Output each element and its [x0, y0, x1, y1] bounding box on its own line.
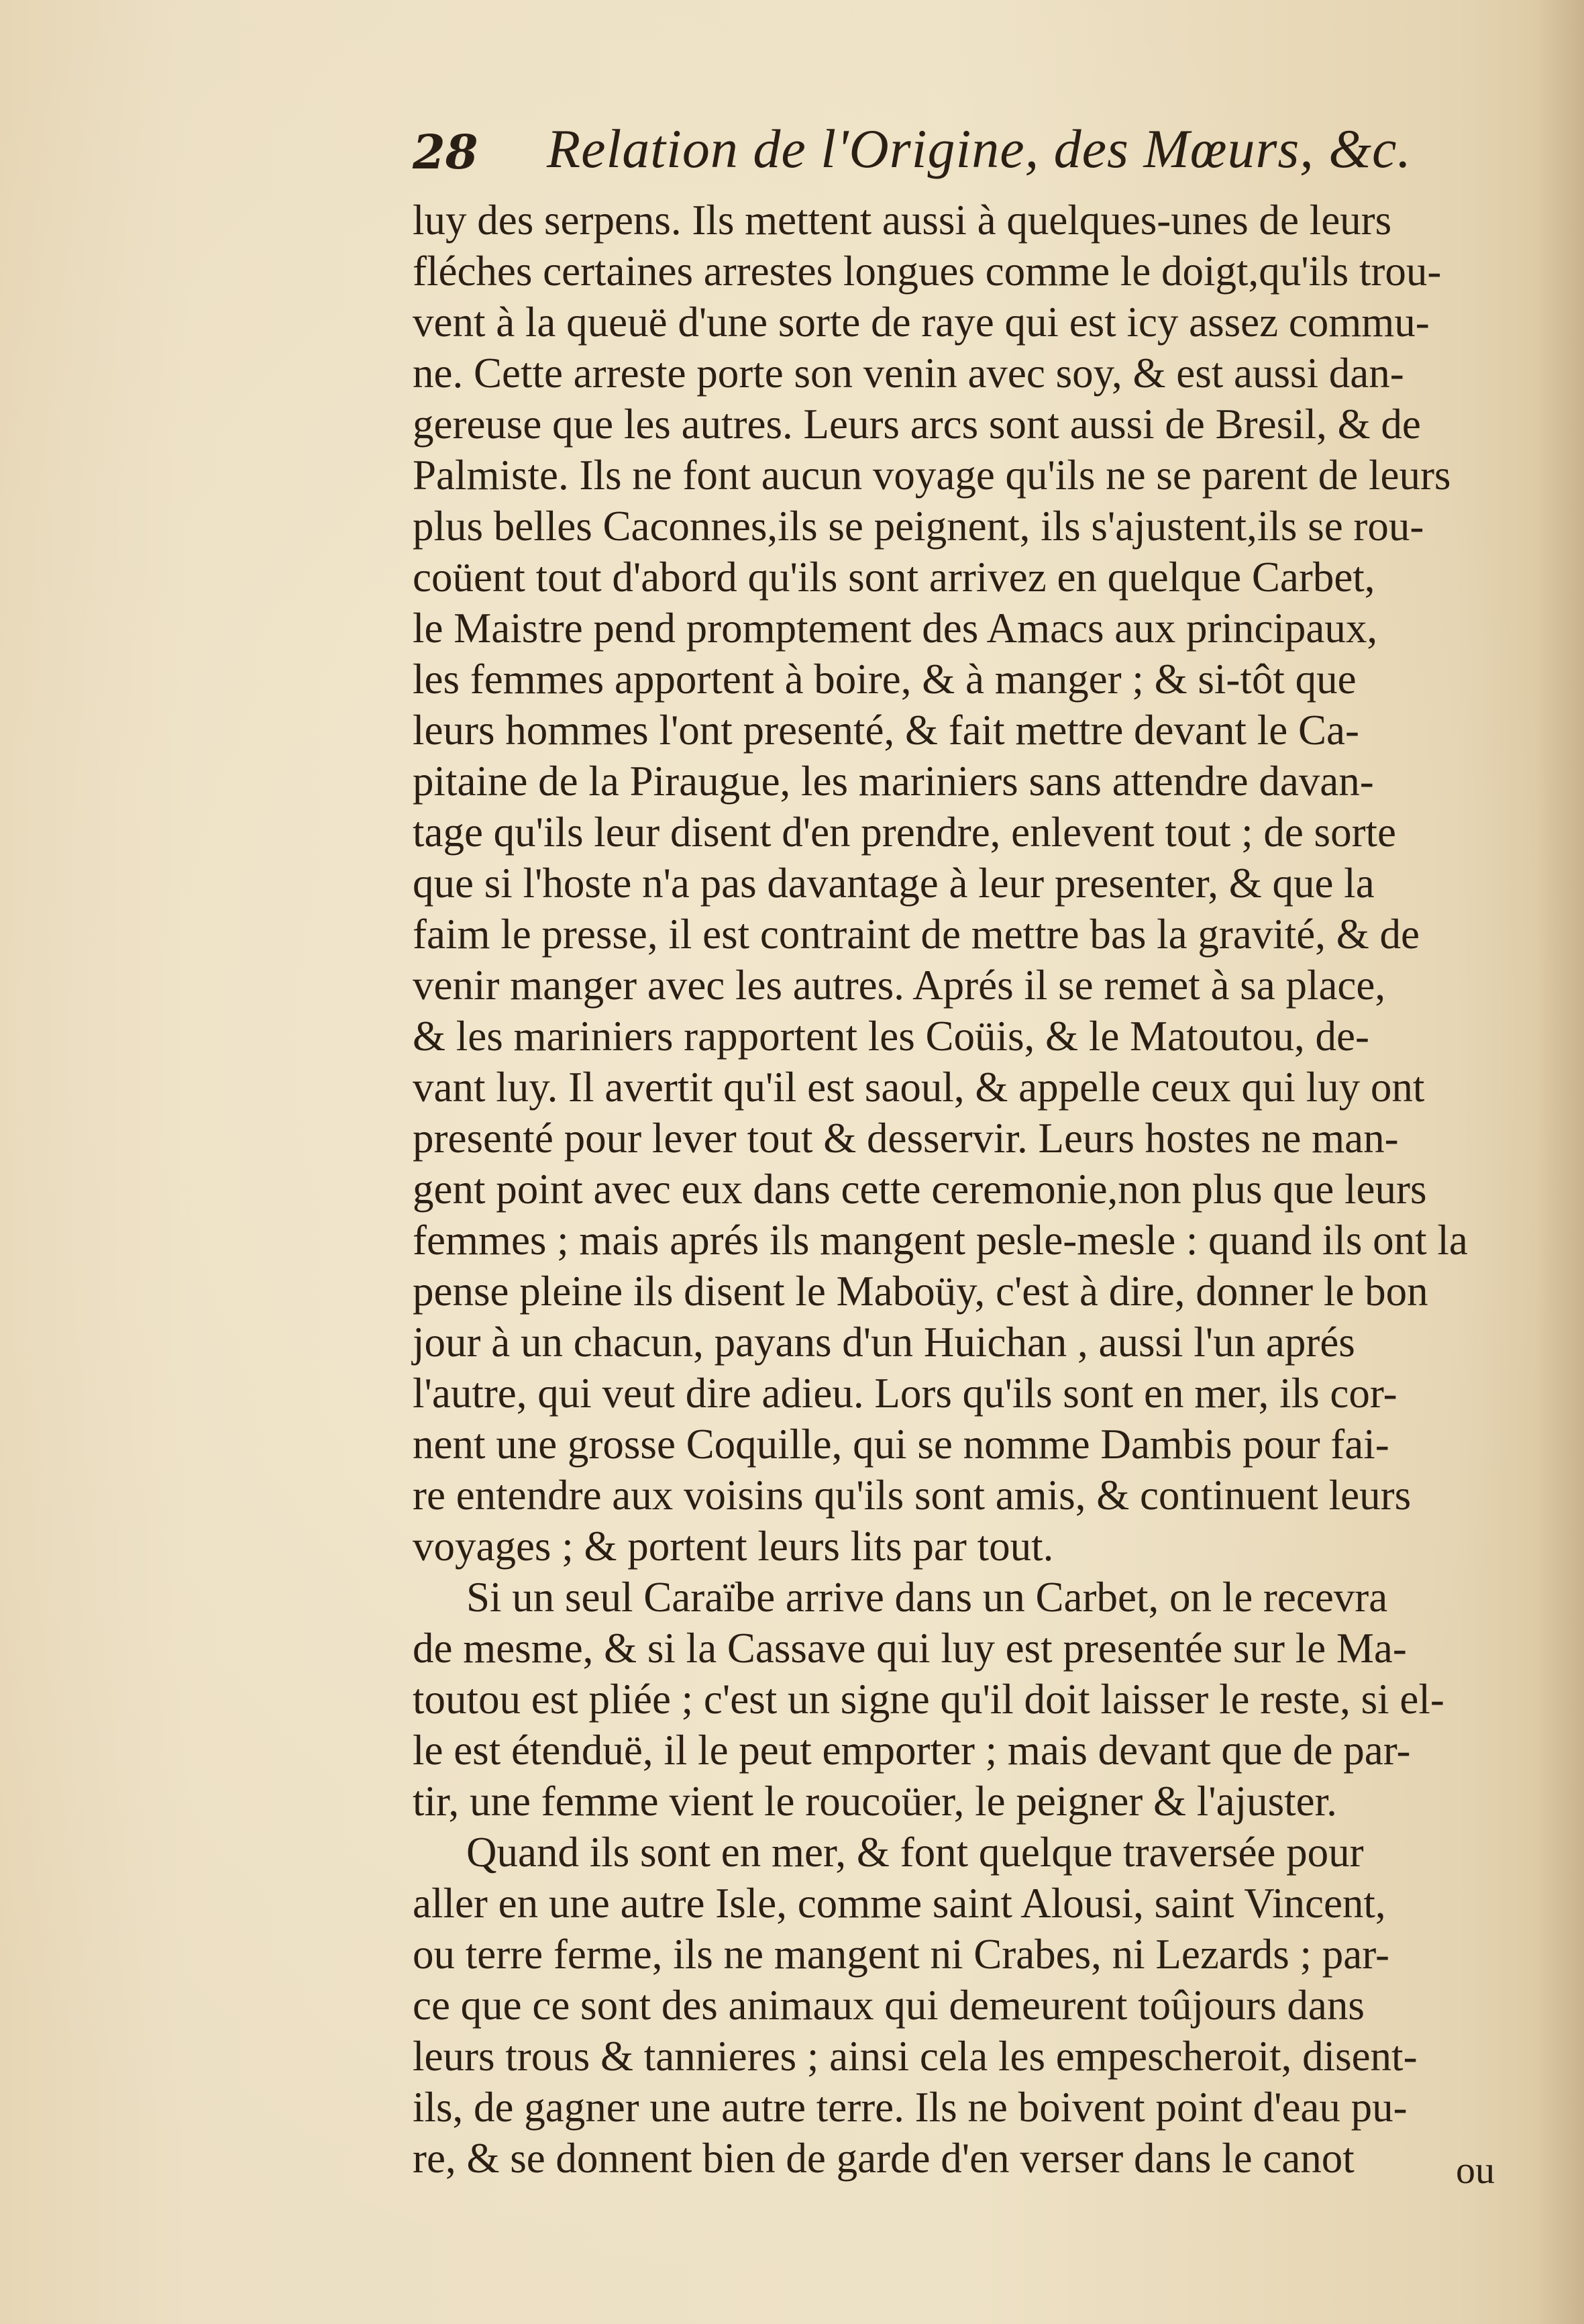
text-line: femmes ; mais aprés ils mangent pesle-mesle : quand ils ont la: [413, 1217, 1468, 1264]
text-line: venir manger avec les autres. Aprés il se remet à sa place,: [413, 962, 1386, 1009]
text-line: l'autre, qui veut dire adieu. Lors qu'ils sont en mer, ils cor-: [413, 1370, 1397, 1417]
text-line: ou terre ferme, ils ne mangent ni Crabes, ni Lezards ; par-: [413, 1931, 1389, 1978]
text-line: faim le presse, il est contraint de mettre bas la gravité, & de: [413, 911, 1420, 958]
text-line: fléches certaines arrestes longues comme le doigt,qu'ils trou-: [413, 248, 1442, 295]
page-edge-shadow: [1537, 0, 1584, 2324]
text-line: ils, de gagner une autre terre. Ils ne boivent point d'eau pu-: [413, 2084, 1408, 2131]
text-line: pense pleine ils disent le Maboüy, c'est à dire, donner le bon: [413, 1268, 1428, 1315]
text-line: de mesme, & si la Cassave qui luy est presentée sur le Ma-: [413, 1625, 1407, 1672]
text-line: les femmes apportent à boire, & à manger ; & si-tôt que: [413, 656, 1357, 703]
text-line: gereuse que les autres. Leurs arcs sont aussi de Bresil, & de: [413, 401, 1421, 448]
paragraph-start-line: Quand ils sont en mer, & font quelque traversée pour: [466, 1829, 1364, 1876]
text-line: plus belles Caconnes,ils se peignent, ils s'ajustent,ils se rou-: [413, 503, 1424, 550]
text-line: coüent tout d'abord qu'ils sont arrivez en quelque Carbet,: [413, 554, 1375, 601]
text-line: pitaine de la Piraugue, les mariniers sans attendre davan-: [413, 758, 1374, 805]
running-title: Relation de l'Origine, des Mœurs, &c.: [547, 118, 1412, 179]
text-line: tir, une femme vient le roucoüer, le peigner & l'ajuster.: [413, 1778, 1337, 1825]
text-line: re entendre aux voisins qu'ils sont amis, & continuent leurs: [413, 1472, 1412, 1519]
text-line: jour à un chacun, payans d'un Huichan , aussi l'un aprés: [413, 1319, 1355, 1366]
page-header: [413, 117, 1412, 191]
text-line: presenté pour lever tout & desservir. Leurs hostes ne man-: [413, 1115, 1399, 1162]
text-line: vent à la queuë d'une sorte de raye qui est icy assez commu-: [413, 299, 1430, 346]
text-line: que si l'hoste n'a pas davantage à leur presenter, & que la: [413, 860, 1375, 907]
text-line: toutou est pliée ; c'est un signe qu'il doit laisser le reste, si el-: [413, 1676, 1444, 1723]
text-line: luy des serpens. Ils mettent aussi à quelques-unes de leurs: [413, 197, 1392, 244]
text-line: leurs trous & tannieres ; ainsi cela les empescheroit, disent-: [413, 2033, 1418, 2080]
catchword: ou: [1456, 2148, 1495, 2192]
text-line: gent point avec eux dans cette ceremonie,non plus que leurs: [413, 1166, 1427, 1213]
page-number: 28: [413, 124, 478, 180]
text-line: ne. Cette arreste porte son venin avec soy, & est aussi dan-: [413, 350, 1404, 397]
text-line: tage qu'ils leur disent d'en prendre, enlevent tout ; de sorte: [413, 809, 1397, 856]
body-text: [413, 195, 1520, 2184]
text-line: vant luy. Il avertit qu'il est saoul, & appelle ceux qui luy ont: [413, 1064, 1425, 1111]
text-line: leurs hommes l'ont presenté, & fait mettre devant le Ca-: [413, 707, 1359, 754]
text-line: aller en une autre Isle, comme saint Alousi, saint Vincent,: [413, 1880, 1386, 1927]
text-line: le est étenduë, il le peut emporter ; mais devant que de par-: [413, 1727, 1411, 1774]
text-line: nent une grosse Coquille, qui se nomme Dambis pour fai-: [413, 1421, 1389, 1468]
text-line: re, & se donnent bien de garde d'en verser dans le canot: [413, 2135, 1355, 2182]
text-line: voyages ; & portent leurs lits par tout.: [413, 1523, 1054, 1570]
text-line: Palmiste. Ils ne font aucun voyage qu'ils ne se parent de leurs: [413, 452, 1451, 499]
text-line: ce que ce sont des animaux qui demeurent toûjours dans: [413, 1982, 1365, 2029]
paragraph-start-line: Si un seul Caraïbe arrive dans un Carbet, on le recevra: [466, 1574, 1388, 1621]
text-line: le Maistre pend promptement des Amacs aux principaux,: [413, 605, 1378, 652]
text-line: & les mariniers rapportent les Coüis, & le Matoutou, de-: [413, 1013, 1369, 1060]
